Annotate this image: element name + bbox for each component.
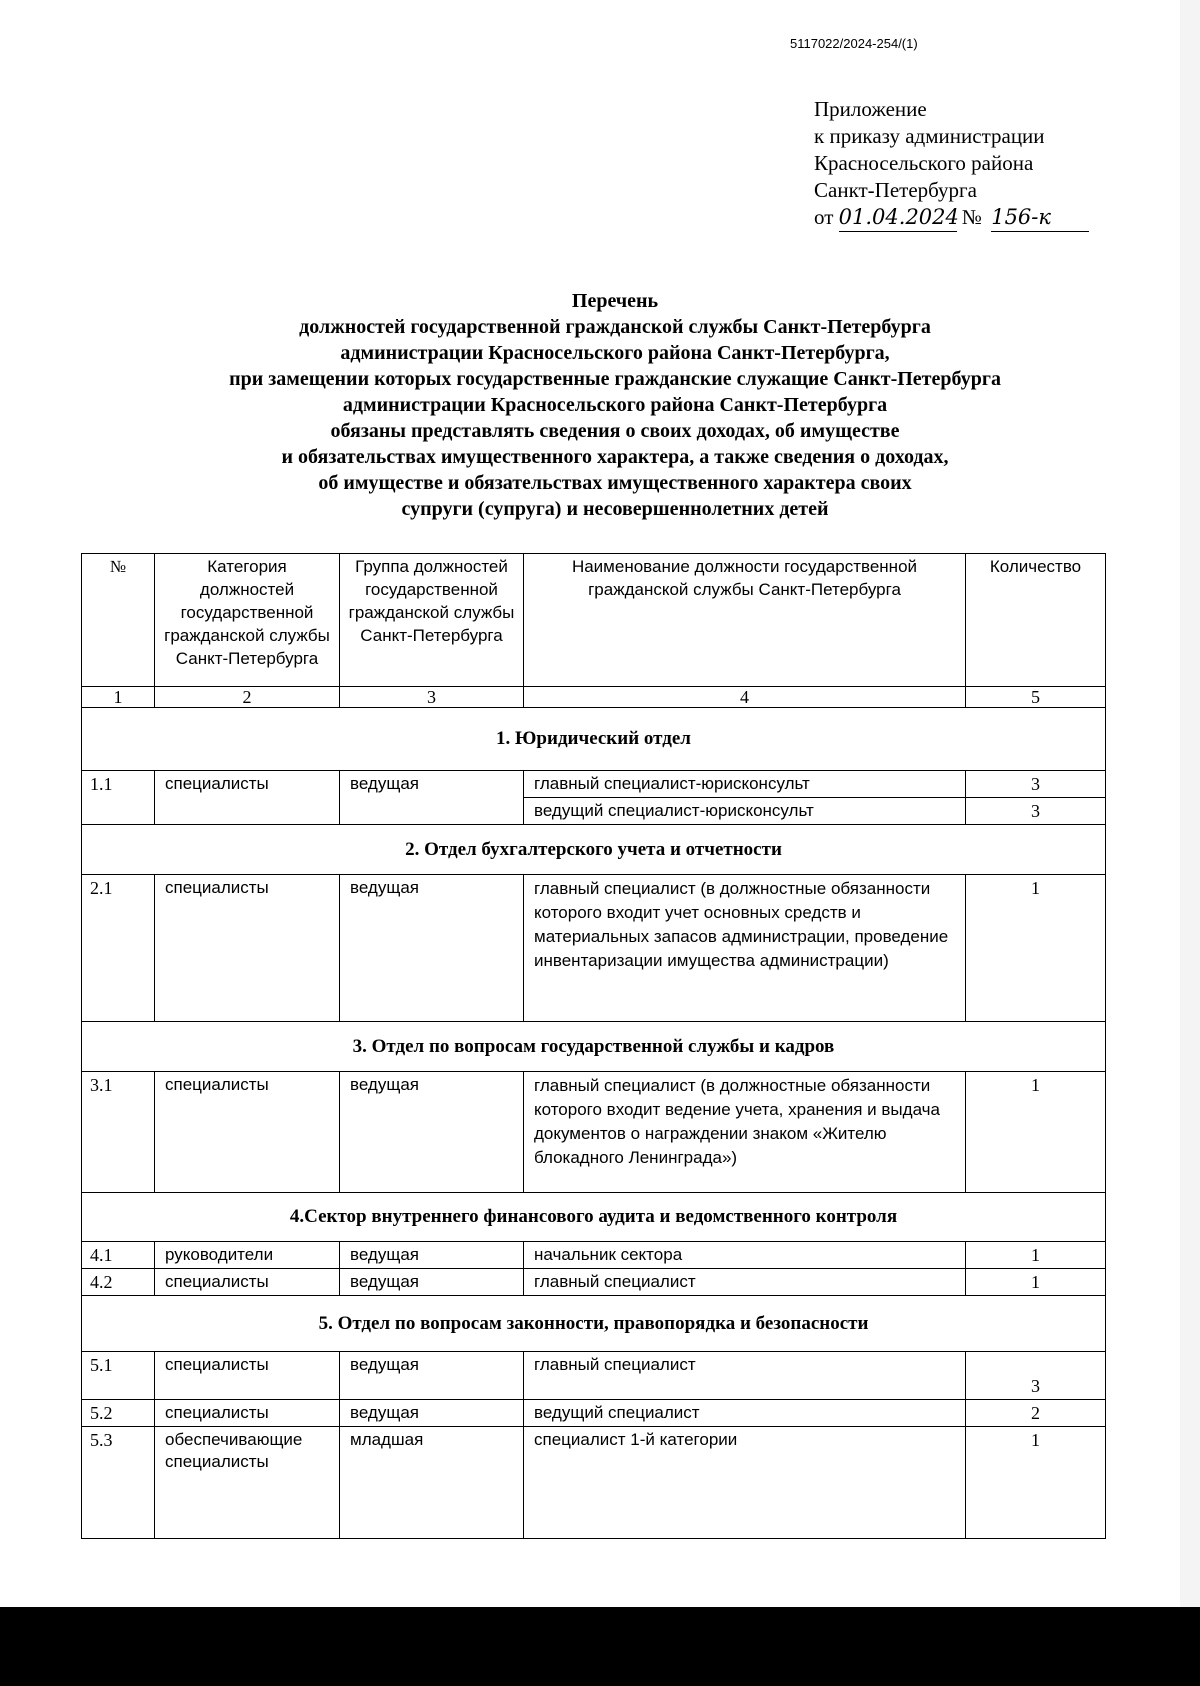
column-number: 5: [966, 687, 1106, 708]
row-count: 3: [966, 798, 1106, 825]
table-row: [82, 1352, 1106, 1400]
row-position: ведущий специалист-юрисконсульт: [524, 798, 966, 825]
row-no: 4.1: [82, 1242, 155, 1269]
row-no: 5.1: [82, 1352, 155, 1400]
row-count: 3: [966, 1352, 1106, 1400]
row-category: специалисты: [155, 1269, 340, 1296]
row-group: ведущая: [340, 1269, 524, 1296]
row-position: начальник сектора: [524, 1242, 966, 1269]
row-count: 1: [966, 1242, 1106, 1269]
appendix-line: к приказу администрации: [814, 124, 1045, 148]
table-row: [82, 771, 1106, 798]
title-line: и обязательствах имущественного характера, а также сведения о доходах,: [281, 446, 949, 468]
appendix-line: Красносельского района: [814, 151, 1034, 175]
row-group: ведущая: [340, 1242, 524, 1269]
section-row: [82, 1193, 1106, 1242]
table-header-row: [82, 554, 1106, 687]
section-title: 5. Отдел по вопросам законности, правопорядка и безопасности: [82, 1296, 1106, 1352]
row-group: ведущая: [340, 875, 524, 1022]
title-line: должностей государственной гражданской службы Санкт-Петербурга: [299, 316, 931, 338]
row-position: специалист 1-й категории: [524, 1427, 966, 1539]
row-group: ведущая: [340, 771, 524, 825]
row-no: 5.2: [82, 1400, 155, 1427]
table-row: [82, 875, 1106, 1022]
row-position: главный специалист (в должностные обязанности которого входит ведение учета, хранения и выдача документов о награждении знаком «Жителю блокадного Ленинграда»): [524, 1072, 966, 1193]
row-category: руководители: [155, 1242, 340, 1269]
appendix-block: [814, 96, 1089, 232]
row-position: главный специалист (в должностные обязанности которого входит учет основных средств и материальных запасов администрации, проведение инвентаризации имущества администрации): [524, 875, 966, 1022]
row-no: 4.2: [82, 1269, 155, 1296]
table-row: [82, 1427, 1106, 1539]
table-row: [82, 1269, 1106, 1296]
section-title: 4.Сектор внутреннего финансового аудита и ведомственного контроля: [82, 1193, 1106, 1242]
table-row: [82, 1072, 1106, 1193]
document-title: [120, 288, 1110, 522]
appendix-date-line: [814, 204, 1089, 232]
header-count: Количество: [966, 554, 1106, 687]
section-title: 2. Отдел бухгалтерского учета и отчетности: [82, 825, 1106, 875]
row-count: 1: [966, 1427, 1106, 1539]
number-prefix: №: [961, 205, 982, 229]
row-count: 2: [966, 1400, 1106, 1427]
row-no: 5.3: [82, 1427, 155, 1539]
header-no: №: [82, 554, 155, 687]
section-row: [82, 1296, 1106, 1352]
document-registration-number: 5117022/2024-254/(1): [790, 36, 918, 51]
scan-bottom-border: [0, 1607, 1200, 1686]
title-line: администрации Красносельского района Санкт-Петербурга,: [340, 342, 890, 364]
title-line: администрации Красносельского района Санкт-Петербурга: [342, 394, 888, 416]
row-count: 1: [966, 1269, 1106, 1296]
title-line: супруги (супруга) и несовершеннолетних детей: [401, 498, 829, 520]
section-title: 1. Юридический отдел: [82, 708, 1106, 771]
section-title: 3. Отдел по вопросам государственной службы и кадров: [82, 1022, 1106, 1072]
row-count: 3: [966, 771, 1106, 798]
header-position: Наименование должности государственной гражданской службы Санкт-Петербурга: [524, 554, 966, 687]
header-category: Категория должностей государственной гражданской службы Санкт-Петербурга: [155, 554, 340, 687]
row-category: специалисты: [155, 1400, 340, 1427]
row-count: 1: [966, 1072, 1106, 1193]
row-category: специалисты: [155, 1072, 340, 1193]
row-no: 1.1: [82, 771, 155, 825]
row-group: ведущая: [340, 1352, 524, 1400]
handwritten-order-number: 156-к: [991, 204, 1089, 232]
row-position: ведущий специалист: [524, 1400, 966, 1427]
row-position: главный специалист: [524, 1269, 966, 1296]
column-number-row: [82, 687, 1106, 708]
title-line: при замещении которых государственные гражданские служащие Санкт-Петербурга: [229, 368, 1001, 390]
scan-edge: [1180, 0, 1200, 1607]
positions-table: [81, 553, 1106, 1539]
header-group: Группа должностей государственной гражданской службы Санкт-Петербурга: [340, 554, 524, 687]
handwritten-date: 01.04.2024: [839, 204, 957, 232]
date-prefix: от: [814, 205, 834, 229]
column-number: 3: [340, 687, 524, 708]
section-row: [82, 1022, 1106, 1072]
table-row: [82, 1242, 1106, 1269]
row-category: обеспечивающие специалисты: [155, 1427, 340, 1539]
column-number: 2: [155, 687, 340, 708]
section-row: [82, 825, 1106, 875]
row-position: главный специалист-юрисконсульт: [524, 771, 966, 798]
title-line: обязаны представлять сведения о своих доходах, об имуществе: [330, 420, 900, 442]
row-category: специалисты: [155, 875, 340, 1022]
row-no: 2.1: [82, 875, 155, 1022]
column-number: 1: [82, 687, 155, 708]
row-count: 1: [966, 875, 1106, 1022]
row-group: ведущая: [340, 1400, 524, 1427]
row-group: младшая: [340, 1427, 524, 1539]
appendix-line: Санкт-Петербурга: [814, 178, 977, 202]
table-row: [82, 1400, 1106, 1427]
column-number: 4: [524, 687, 966, 708]
row-category: специалисты: [155, 771, 340, 825]
row-group: ведущая: [340, 1072, 524, 1193]
row-category: специалисты: [155, 1352, 340, 1400]
section-row: [82, 708, 1106, 771]
appendix-line: Приложение: [814, 97, 927, 121]
row-position: главный специалист: [524, 1352, 966, 1400]
title-line: об имуществе и обязательствах имущественного характера своих: [318, 472, 912, 494]
row-no: 3.1: [82, 1072, 155, 1193]
title-line: Перечень: [571, 290, 659, 312]
